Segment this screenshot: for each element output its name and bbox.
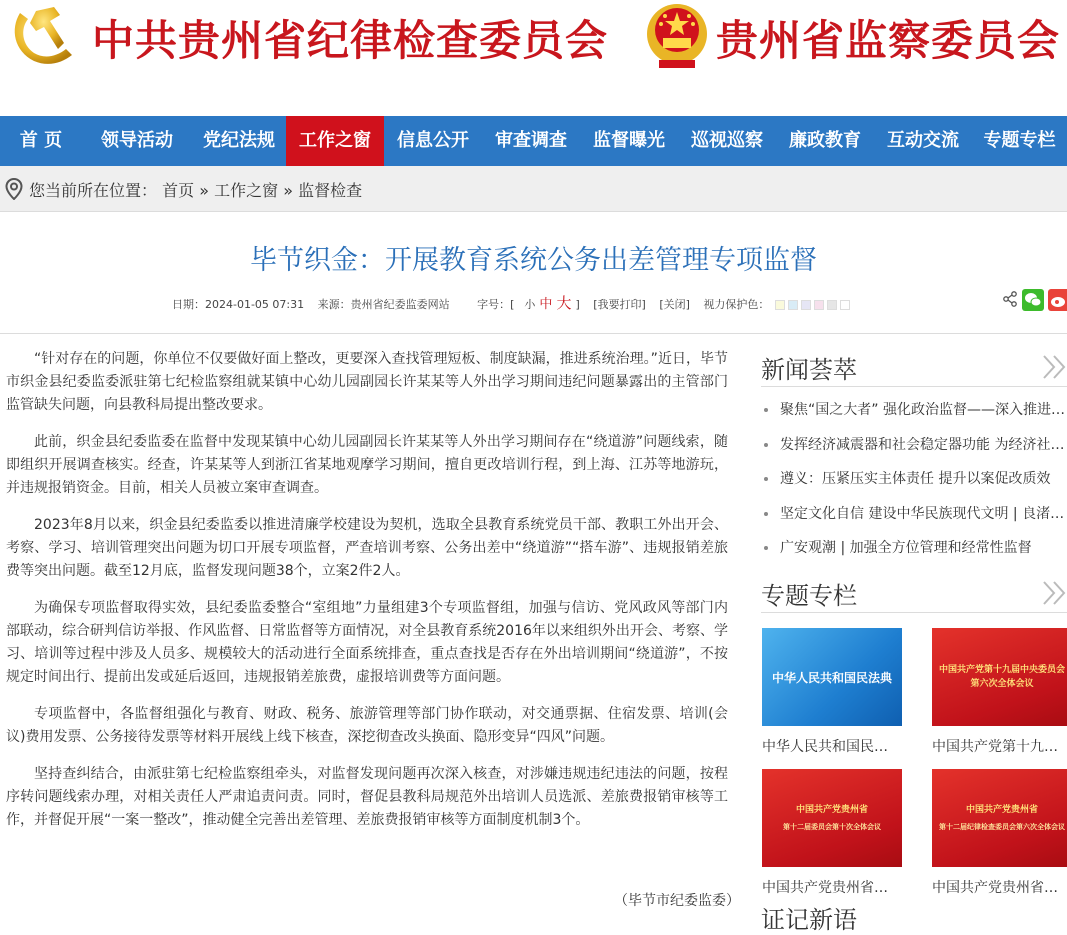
news-list [764, 398, 1067, 571]
eye-care-swatch[interactable] [788, 300, 798, 310]
topic-card-image[interactable] [762, 769, 902, 867]
national-emblem-icon [641, 0, 713, 72]
topic-card-caption[interactable]: 中华人民共和国民… [762, 739, 888, 755]
topic-card-image[interactable] [932, 628, 1067, 726]
font-size-small-button[interactable]: 小 [524, 298, 536, 311]
weibo-share-icon[interactable] [1048, 289, 1067, 311]
topics-heading: 专题专栏 [761, 582, 857, 610]
article-source-footer: （毕节市纪委监委） [614, 893, 740, 909]
article-paragraph: 2023年8月以来，织金县纪委监委以推进清廉学校建设为契机，选取全县教育系统党员干部、教职工外出开会、考察、学习、培训管理突出问题为切口开展专项监督，严查培训考察、公务出差中“绕道游”“搭车游”、违规报销差旅费等突出问题。截至12月底，监督发现问题38个，立案2件2人。 [6, 517, 728, 579]
nav-item-regulations[interactable]: 党纪法规 [203, 130, 275, 151]
news-item[interactable]: 广安观潮 | 加强全方位管理和经常性监督 [764, 536, 1067, 571]
news-more-chevron-icon[interactable] [1040, 352, 1067, 382]
article-paragraph: 专项监督中，各监督组强化与教育、财政、税务、旅游管理等部门协作联动，对交通票据、住宿发票、培训(会议)费用发票、公务接待发票等材料开展线上线下核查，深挖彻查改头换面、隐形变异“四风”问题。 [6, 706, 728, 745]
nav-item-special[interactable]: 专题专栏 [983, 130, 1056, 151]
topics-heading-rule [761, 612, 1067, 613]
breadcrumb-home-link[interactable]: 首页 [162, 181, 195, 200]
font-size-large-button[interactable]: 大 [556, 294, 572, 312]
breadcrumb-supervision-link[interactable]: 监督检查 [298, 181, 363, 200]
nav-item-inspection[interactable]: 巡视巡察 [691, 130, 763, 151]
topic-card-image-text: 中华人民共和国民法典 [771, 670, 892, 685]
print-button[interactable]: [我要打印] [593, 298, 646, 311]
breadcrumb-path [29, 178, 362, 201]
divider [0, 333, 1067, 334]
nav-item-leaders[interactable]: 领导活动 [101, 130, 173, 151]
breadcrumb-prefix: 您当前所在位置： [29, 181, 158, 200]
eye-care-swatch[interactable] [827, 300, 837, 310]
news-item[interactable]: 聚焦“国之大者” 强化政治监督——深入推进… [764, 398, 1067, 433]
topic-card-19th-plenum[interactable] [932, 628, 1067, 756]
article-paragraph: “针对存在的问题，你单位不仅要做好面上整改，更要深入查找管理短板、制度缺漏，推进系统治理。”近日，毕节市织金县纪委监委派驻第七纪检监察组就某镇中心幼儿园副园长许某某等人外出学习期间违纪问题暴露出的主管部门监管缺失问题，向县教科局提出整改要求。 [6, 351, 728, 413]
eye-care-swatch[interactable] [775, 300, 785, 310]
topic-card-caption[interactable]: 中国共产党第十九… [932, 739, 1058, 755]
eye-care-swatch[interactable] [840, 300, 850, 310]
article-paragraph: 坚持查纠结合，由派驻第七纪检监察组牵头，对监督发现问题再次深入核查，对涉嫌违规违纪违法的问题，按程序转问题线索办理，对相关责任人严肃追责问责。同时，督促县教科局规范外出培训人员选派、差旅费报销审核等工作，并督促开展“一案一整改”，推动健全完善出差管理、差旅费报销审核等方面制度机制3个。 [6, 766, 728, 828]
article-source: 来源：贵州省纪委监委网站 [317, 298, 450, 311]
wechat-share-icon[interactable] [1022, 289, 1044, 311]
topic-card-image-text: 中国共产党第十九届中央委员会第六次全体会议 [938, 665, 1065, 689]
nav-item-investigation[interactable]: 审查调查 [495, 130, 567, 151]
site-header [0, 0, 1067, 116]
main-nav [0, 116, 1067, 166]
font-size-close-bracket: ] [575, 298, 580, 311]
news-item[interactable]: 发挥经济减震器和社会稳定器功能 为经济社… [764, 433, 1067, 468]
nav-item-exposure[interactable]: 监督曝光 [593, 130, 665, 151]
topic-card-guizhou-plenum[interactable] [762, 769, 902, 897]
article-date: 日期：2024-01-05 07:31 [172, 298, 305, 311]
topic-card-image[interactable] [762, 628, 902, 726]
article-meta [172, 292, 860, 313]
topic-card-image-text: 中国共产党贵州省 [795, 804, 868, 815]
topic-card-guizhou-discipline-plenum[interactable] [932, 769, 1067, 897]
nav-item-interaction[interactable]: 互动交流 [887, 130, 959, 151]
breadcrumb-separator: » [199, 181, 210, 200]
share-icon[interactable] [1002, 291, 1018, 307]
font-size-label: 字号：[ [477, 298, 515, 311]
close-button[interactable]: [关闭] [659, 298, 690, 311]
nav-item-disclosure[interactable]: 信息公开 [397, 130, 469, 151]
topic-card-image-text: 中国共产党贵州省 [965, 804, 1038, 815]
nav-item-work-window[interactable]: 工作之窗 [286, 116, 384, 166]
topic-card-image-subtext: 第十二届纪律检查委员会第六次全体会议 [939, 822, 1065, 831]
article-paragraph: 为确保专项监督取得实效，县纪委监委整合“室组地”力量组建3个专项监督组，加强与信访、党风政风等部门内部联动，综合研判信访举报、作风监督、日常监督等方面情况，对全县教育系统2016年以来组织外出开会、考察、学习、培训等过程中涉及人员多、规模较大的活动进行全面系统排查，重点查找是否存在外出培训期间“绕道游”，不按规定时间出行、提前出发或延后返回，违规报销差旅费，虚报培训费等方面问题。 [6, 600, 728, 685]
news-heading-rule [761, 386, 1067, 387]
article-body [6, 348, 728, 846]
next-section-heading: 证记新语 [761, 906, 857, 934]
breadcrumb [0, 166, 1067, 212]
topic-card-civil-code[interactable] [762, 628, 902, 756]
breadcrumb-separator: » [283, 181, 294, 200]
party-emblem-icon [6, 3, 78, 69]
eye-care-swatch[interactable] [814, 300, 824, 310]
font-size-medium-button[interactable]: 中 [539, 297, 553, 312]
topic-card-image[interactable] [932, 769, 1067, 867]
location-pin-icon [5, 178, 23, 200]
article-title: 毕节织金：开展教育系统公务出差管理专项监督 [250, 245, 817, 276]
topic-card-caption[interactable]: 中国共产党贵州省… [762, 880, 888, 896]
eye-care-swatch[interactable] [801, 300, 811, 310]
site-title-discipline: 中共贵州省纪律检查委员会 [92, 16, 609, 65]
news-item[interactable]: 坚定文化自信 建设中华民族现代文明 | 良渚… [764, 502, 1067, 537]
topic-card-caption[interactable]: 中国共产党贵州省… [932, 880, 1058, 896]
eye-care-label: 视力保护色： [703, 298, 770, 311]
topic-card-image-subtext: 第十二届委员会第十次全体会议 [783, 822, 881, 831]
eye-care-swatches [775, 300, 850, 310]
topics-more-chevron-icon[interactable] [1040, 578, 1067, 608]
news-heading: 新闻荟萃 [761, 356, 857, 384]
site-title-supervision: 贵州省监察委员会 [716, 16, 1061, 65]
nav-item-education[interactable]: 廉政教育 [789, 130, 861, 151]
news-item[interactable]: 遵义：压紧压实主体责任 提升以案促改质效 [764, 467, 1067, 502]
article-paragraph: 此前，织金县纪委监委在监督中发现某镇中心幼儿园副园长许某某等人外出学习期间存在“绕道游”问题线索，随即组织开展调查核实。经查，许某某等人到浙江省某地观摩学习期间，擅自更改培训行程，到上海、江苏等地游玩，并违规报销资金。目前，相关人员被立案审查调查。 [6, 434, 728, 496]
breadcrumb-work-window-link[interactable]: 工作之窗 [214, 181, 279, 200]
nav-item-home[interactable]: 首 页 [19, 130, 63, 151]
